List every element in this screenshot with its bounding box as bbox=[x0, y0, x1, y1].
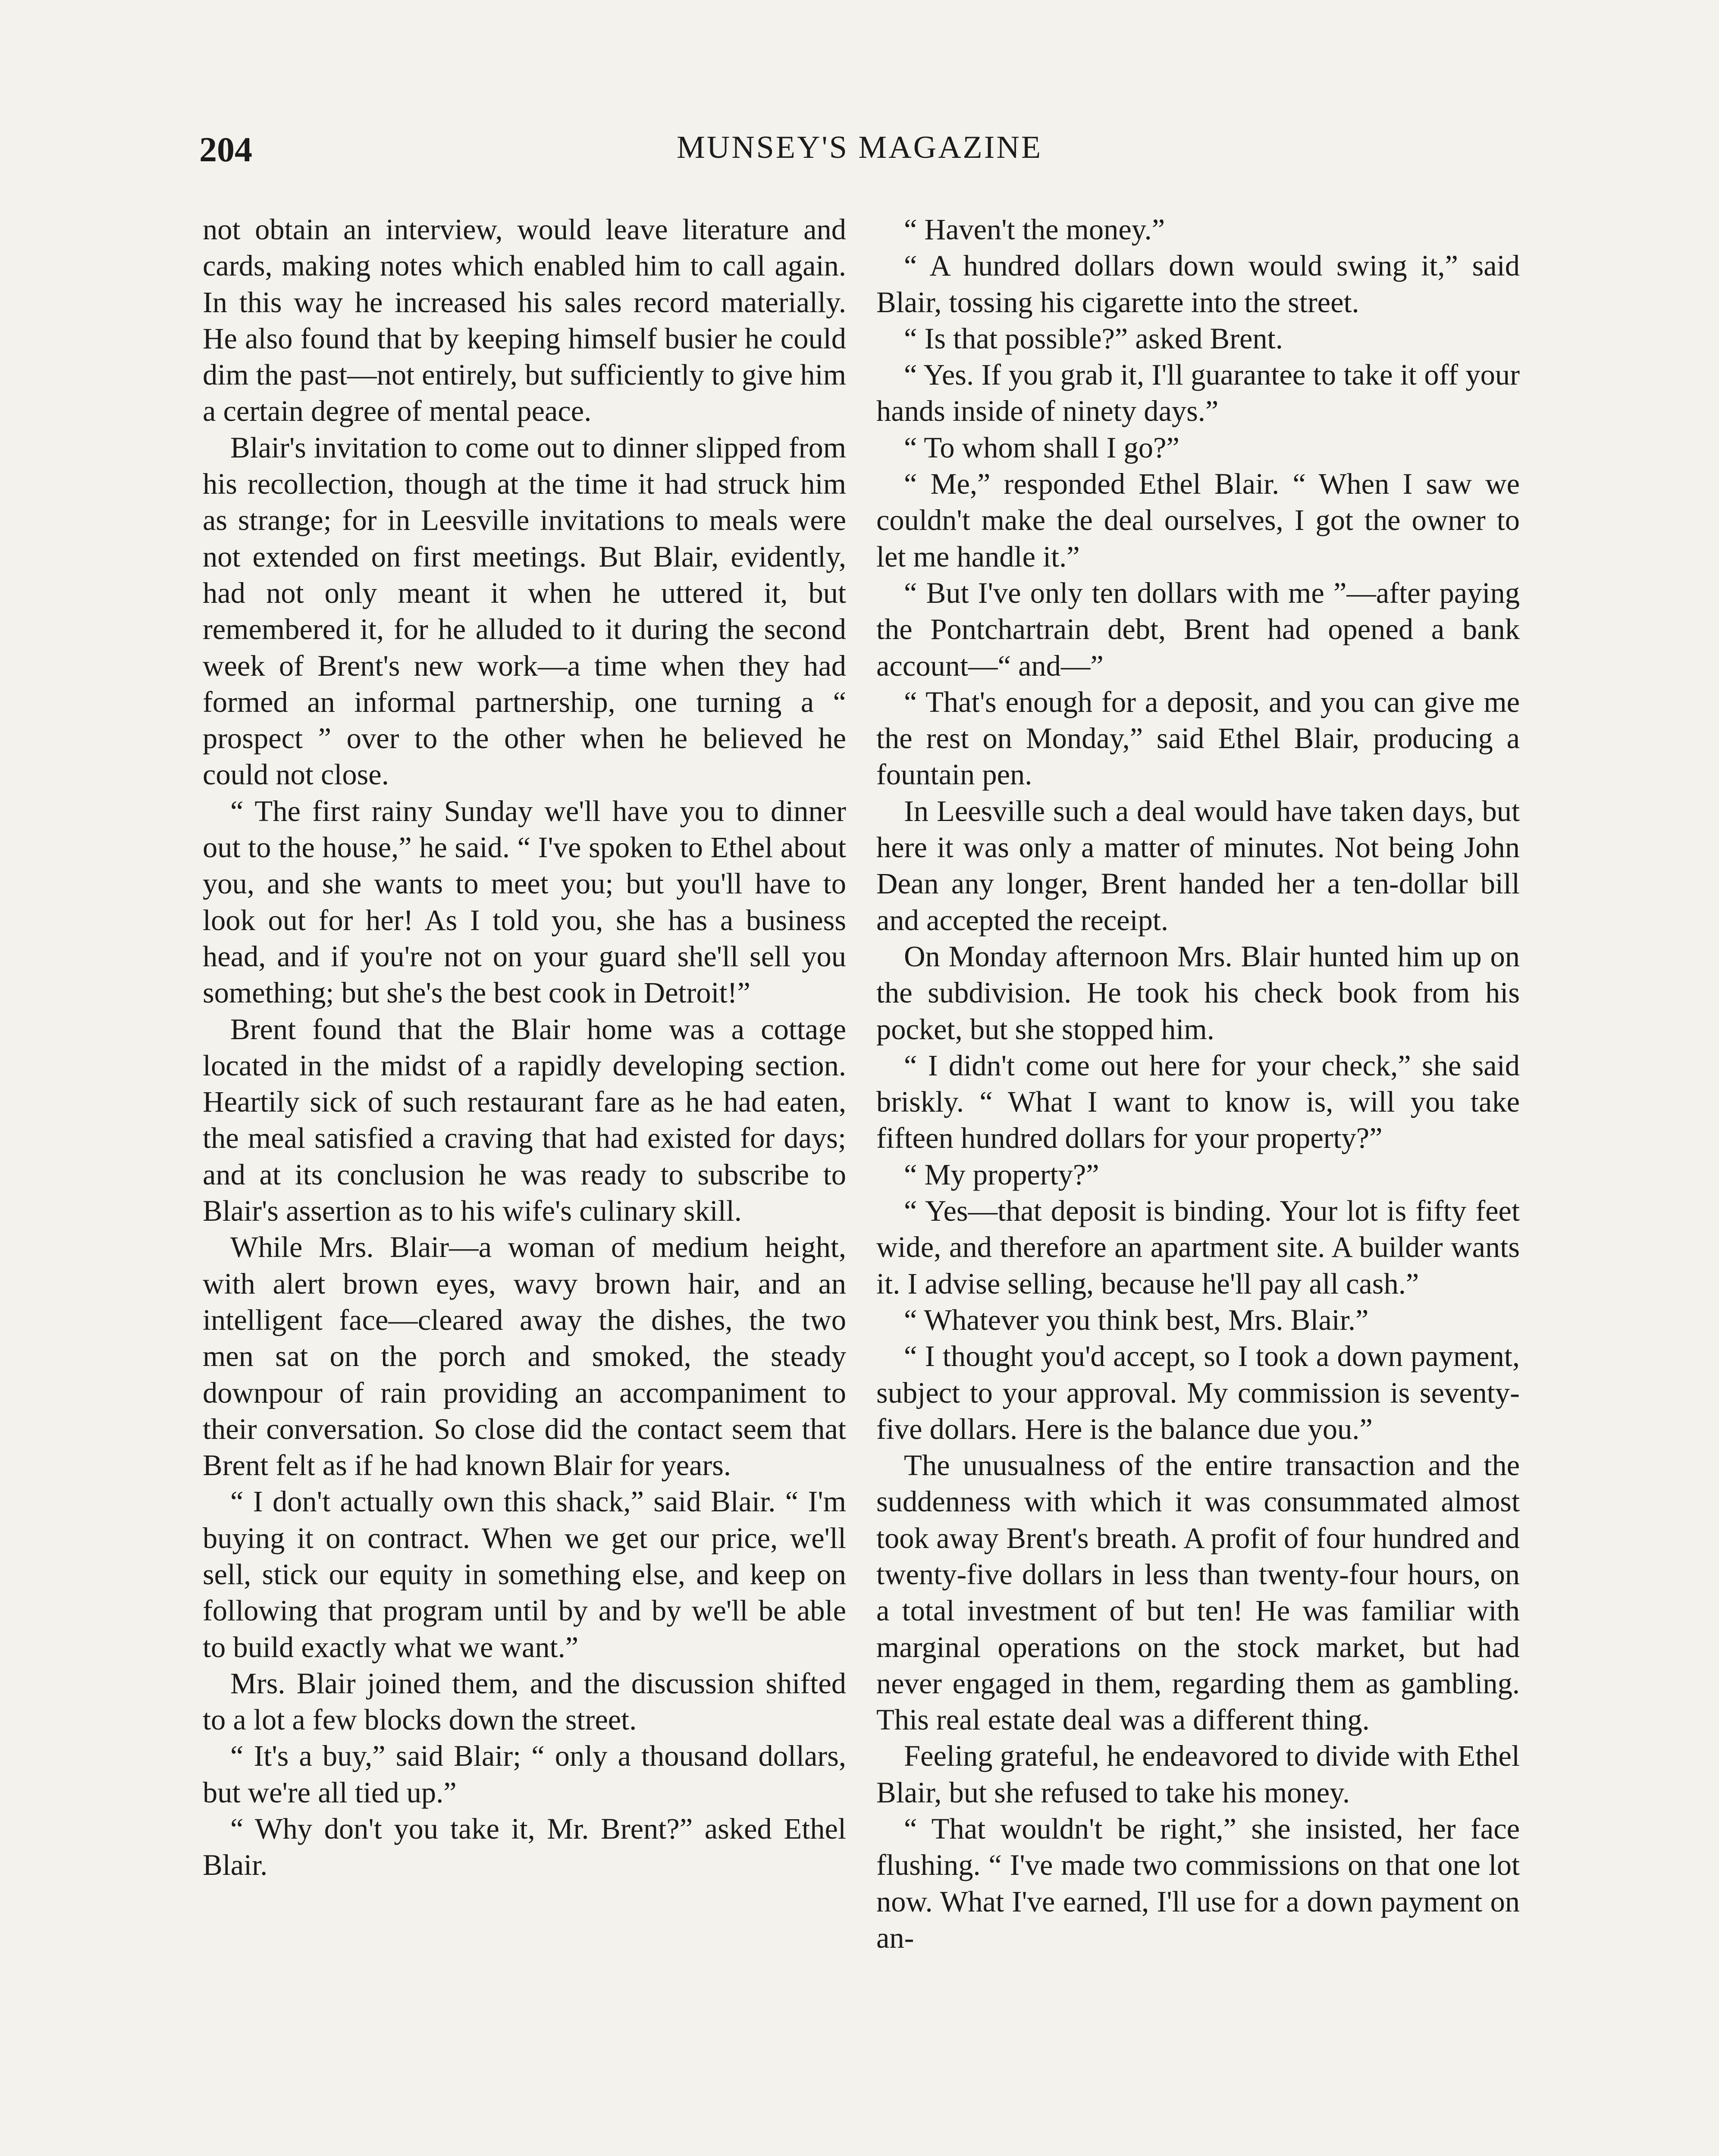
paragraph: “ That's enough for a deposit, and you can give me the rest on Monday,” said Ethel Blair, producing a fountain pen. bbox=[876, 685, 1520, 791]
paragraph: Brent found that the Blair home was a cottage located in the midst of a rapidly developing section. Heartily sick of such restaurant fare as he had eaten, the meal satisfied a craving that had existed for days; and at its conclusion he was ready to subscribe to Blair's assertion as to his wife's culinary skill. bbox=[203, 1012, 846, 1228]
paragraph: “ That wouldn't be right,” she insisted, her face flushing. “ I've made two commissions on that one lot now. What I've earned, I'll use for a down payment on an- bbox=[876, 1812, 1520, 1954]
paragraph: “ Whatever you think best, Mrs. Blair.” bbox=[904, 1303, 1369, 1336]
paragraph: “ Yes. If you grab it, I'll guarantee to take it off your hands inside of ninety days.” bbox=[876, 358, 1520, 428]
page-header bbox=[199, 129, 1520, 177]
paragraph: Blair's invitation to come out to dinner slipped from his recollection, though at the time it had struck him as strange; for in Leesville invitations to meals were not extended on first meetings. But Blair, evidently, had not only meant it when he uttered it, but remembered it, for he alluded to it during the second week of Brent's new work—a time when they had formed an informal partnership, one turning a “ prospect ” over to the other when he believed he could not close. bbox=[203, 431, 846, 791]
paragraph: “ The first rainy Sunday we'll have you to dinner out to the house,” he said. “ I've spoken to Ethel about you, and she wants to meet you; but you'll have to look out for her! As I told you, she has a business head, and if you're not on your guard she'll sell you something; but she's the best cook in Detroit!” bbox=[203, 794, 846, 1009]
paragraph: The unusualness of the entire transaction and the suddenness with which it was consummated almost took away Brent's breath. A profit of four hundred and twenty-five dollars in less than twenty-four hours, on a total investment of but ten! He was familiar with marginal operations on the stock market, but had never engaged in them, regarding them as gambling. This real estate deal was a different thing. bbox=[876, 1449, 1520, 1736]
paragraph: Feeling grateful, he endeavored to divide with Ethel Blair, but she refused to take his money. bbox=[876, 1739, 1520, 1809]
paragraph: “ Why don't you take it, Mr. Brent?” asked Ethel Blair. bbox=[203, 1812, 846, 1882]
paragraph: “ A hundred dollars down would swing it,” said Blair, tossing his cigarette into the street. bbox=[876, 249, 1520, 319]
paragraph: “ My property?” bbox=[904, 1158, 1099, 1191]
paragraph: “ I don't actually own this shack,” said Blair. “ I'm buying it on contract. When we get our price, we'll sell, stick our equity in something else, and keep on following that program until by and by we'll be able to build exactly what we want.” bbox=[203, 1485, 846, 1664]
running-head: MUNSEY'S MAGAZINE bbox=[676, 130, 1043, 165]
paragraph: “ I didn't come out here for your check,” she said briskly. “ What I want to know is, will you take fifteen hundred dollars for your property?” bbox=[876, 1049, 1520, 1155]
paragraph: “ Haven't the money.” bbox=[904, 213, 1165, 246]
paragraph: On Monday afternoon Mrs. Blair hunted him up on the subdivision. He took his check book from his pocket, but she stopped him. bbox=[876, 940, 1520, 1046]
paragraph: not obtain an interview, would leave literature and cards, making notes which enabled him to call again. In this way he increased his sales record materially. He also found that by keeping himself busier he could dim the past—not entirely, but sufficiently to give him a certain degree of mental peace. bbox=[203, 213, 846, 428]
paragraph: “ To whom shall I go?” bbox=[904, 431, 1179, 464]
right-column bbox=[876, 211, 1520, 1956]
paragraph: “ But I've only ten dollars with me ”—after paying the Pontchartrain debt, Brent had opened a bank account—“ and—” bbox=[876, 576, 1520, 682]
paragraph: In Leesville such a deal would have taken days, but here it was only a matter of minutes. Not being John Dean any longer, Brent handed her a ten-dollar bill and accepted the receipt. bbox=[876, 794, 1520, 937]
paragraph: While Mrs. Blair—a woman of medium height, with alert brown eyes, wavy brown hair, and an intelligent face—cleared away the dishes, the two men sat on the porch and smoked, the steady downpour of rain providing an accompaniment to their conversation. So close did the contact seem that Brent felt as if he had known Blair for years. bbox=[203, 1231, 846, 1482]
paragraph: Mrs. Blair joined them, and the discussion shifted to a lot a few blocks down the street. bbox=[203, 1667, 846, 1736]
paragraph: “ I thought you'd accept, so I took a down payment, subject to your approval. My commission is seventy-five dollars. Here is the balance due you.” bbox=[876, 1340, 1520, 1445]
page-number: 204 bbox=[199, 130, 252, 169]
paragraph: “ It's a buy,” said Blair; “ only a thousand dollars, but we're all tied up.” bbox=[203, 1739, 846, 1809]
left-column bbox=[203, 211, 846, 1883]
paragraph: “ Yes—that deposit is binding. Your lot is fifty feet wide, and therefore an apartment site. A builder wants it. I advise selling, because he'll pay all cash.” bbox=[876, 1194, 1520, 1300]
paragraph: “ Is that possible?” asked Brent. bbox=[904, 322, 1283, 355]
paragraph: “ Me,” responded Ethel Blair. “ When I saw we couldn't make the deal ourselves, I got the owner to let me handle it.” bbox=[876, 467, 1520, 573]
